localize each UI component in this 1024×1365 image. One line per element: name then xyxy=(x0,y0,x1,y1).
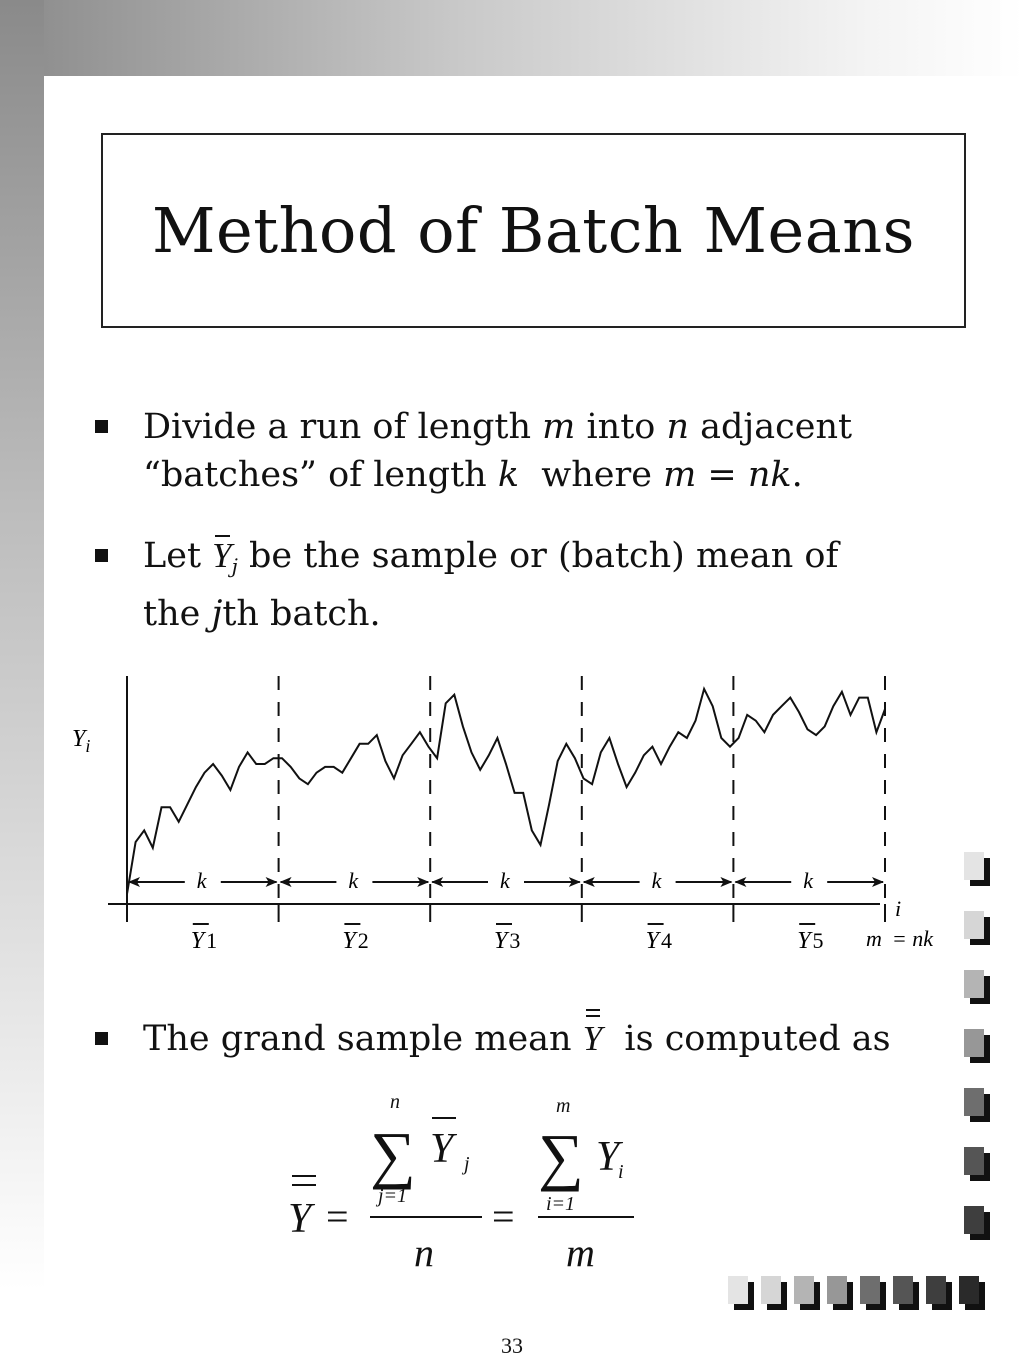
batch-arrows xyxy=(129,868,883,893)
batch-mean-label xyxy=(342,924,368,954)
y-bar-symbol xyxy=(212,532,231,580)
denominator-n: n xyxy=(414,1230,434,1275)
batch-length-label: k xyxy=(803,868,813,893)
deco-square xyxy=(860,1276,880,1304)
batch-mean-label xyxy=(494,924,520,954)
grand-mean-formula xyxy=(270,1080,670,1280)
bullet-batches xyxy=(95,403,895,503)
batch-mean-label xyxy=(646,924,672,954)
batch-mean-text: Y5 xyxy=(797,928,824,954)
batch-mean-text: Y4 xyxy=(645,928,672,954)
batch-mean-text: Y3 xyxy=(494,928,521,954)
output-series-line xyxy=(127,689,885,894)
top-gradient-band xyxy=(0,0,1024,76)
batch-length-label: k xyxy=(500,868,510,893)
subscript-i: i xyxy=(618,1161,624,1183)
text-run: Let xyxy=(143,536,213,576)
bullet-text xyxy=(143,403,903,499)
bullet-grand-mean xyxy=(95,1015,895,1065)
deco-square xyxy=(761,1276,781,1304)
text-run: . xyxy=(791,455,803,495)
end-label: m = nk xyxy=(866,926,934,951)
sigma-icon: ∑ xyxy=(538,1121,584,1192)
left-gradient-band xyxy=(0,0,44,1290)
deco-square xyxy=(728,1276,748,1304)
text-run: Divide a run of length xyxy=(143,407,543,447)
overbar xyxy=(215,535,229,537)
batch-mean-labels xyxy=(191,924,824,954)
grand-mean-y: Y xyxy=(288,1196,312,1242)
batch-mean-text: Y2 xyxy=(342,928,369,954)
text-run: The grand sample mean xyxy=(143,1019,583,1059)
var-m: m xyxy=(663,455,697,495)
bullet-square-icon xyxy=(95,1032,108,1045)
bullet-square-icon xyxy=(95,549,108,562)
batch-length-label: k xyxy=(348,868,359,893)
overbar-top xyxy=(586,1009,600,1011)
deco-square xyxy=(964,911,984,939)
text-run: is computed as xyxy=(602,1019,891,1059)
equals-sign: = xyxy=(326,1194,349,1239)
text-run: be the sample or (batch) mean of xyxy=(237,536,839,576)
var-k: k xyxy=(497,455,520,495)
batch-mean-text: Y1 xyxy=(190,928,218,954)
var-j: j xyxy=(211,594,223,634)
y-letter: Y xyxy=(582,1019,603,1058)
batch-mean-y: Y xyxy=(430,1126,454,1172)
deco-square xyxy=(926,1276,946,1304)
batch-mean-label xyxy=(191,924,217,954)
deco-square xyxy=(964,970,984,998)
deco-square xyxy=(959,1276,979,1304)
var-n: n xyxy=(666,407,690,447)
subscript-j: j xyxy=(464,1153,470,1175)
bullet-text xyxy=(143,1015,903,1063)
y-axis-label: $Y_i$ xyxy=(72,726,91,756)
text-run: th batch. xyxy=(222,594,381,634)
batch-means-diagram xyxy=(60,668,960,958)
equals-sign: = xyxy=(492,1194,515,1239)
deco-square xyxy=(794,1276,814,1304)
title-box xyxy=(101,133,966,328)
page-number: 33 xyxy=(501,1333,523,1358)
denominator-m: m xyxy=(566,1230,595,1275)
deco-square xyxy=(964,1088,984,1116)
sum-lower-i: i=1 xyxy=(546,1193,576,1215)
text-run: adjacent xyxy=(689,407,853,447)
batch-dividers xyxy=(279,676,885,904)
deco-square xyxy=(893,1276,913,1304)
y-double-bar-symbol xyxy=(583,1015,602,1063)
bullet-let-ybar xyxy=(95,532,895,632)
y-letter: Y xyxy=(212,536,232,575)
text-run: “batches” of length xyxy=(143,455,498,495)
sum-upper-n: n xyxy=(390,1091,400,1113)
deco-square xyxy=(964,1206,984,1234)
overbar-bottom xyxy=(586,1015,600,1017)
batch-ticks xyxy=(127,904,885,922)
text-run: the xyxy=(143,594,212,634)
deco-square xyxy=(964,1029,984,1057)
deco-square xyxy=(964,1147,984,1175)
bullet-square-icon xyxy=(95,420,108,433)
x-axis-label: i xyxy=(895,896,902,921)
var-nk: nk xyxy=(747,455,792,495)
equals-sign: = xyxy=(696,455,748,495)
bullet-text xyxy=(143,532,903,638)
deco-square xyxy=(964,852,984,880)
sum-lower-j: j=1 xyxy=(378,1185,408,1207)
batch-mean-label xyxy=(797,924,823,954)
observation-y: Y xyxy=(596,1134,620,1180)
batch-length-label: k xyxy=(196,868,207,893)
deco-square xyxy=(827,1276,847,1304)
var-m: m xyxy=(542,407,576,447)
text-run: where xyxy=(519,455,664,495)
sigma-icon: ∑ xyxy=(370,1119,416,1190)
sum-upper-m: m xyxy=(556,1095,571,1117)
text-run: into xyxy=(575,407,667,447)
slide-title: Method of Batch Means xyxy=(152,194,915,267)
batch-length-label: k xyxy=(651,868,662,893)
subscript-j: j xyxy=(231,554,238,578)
